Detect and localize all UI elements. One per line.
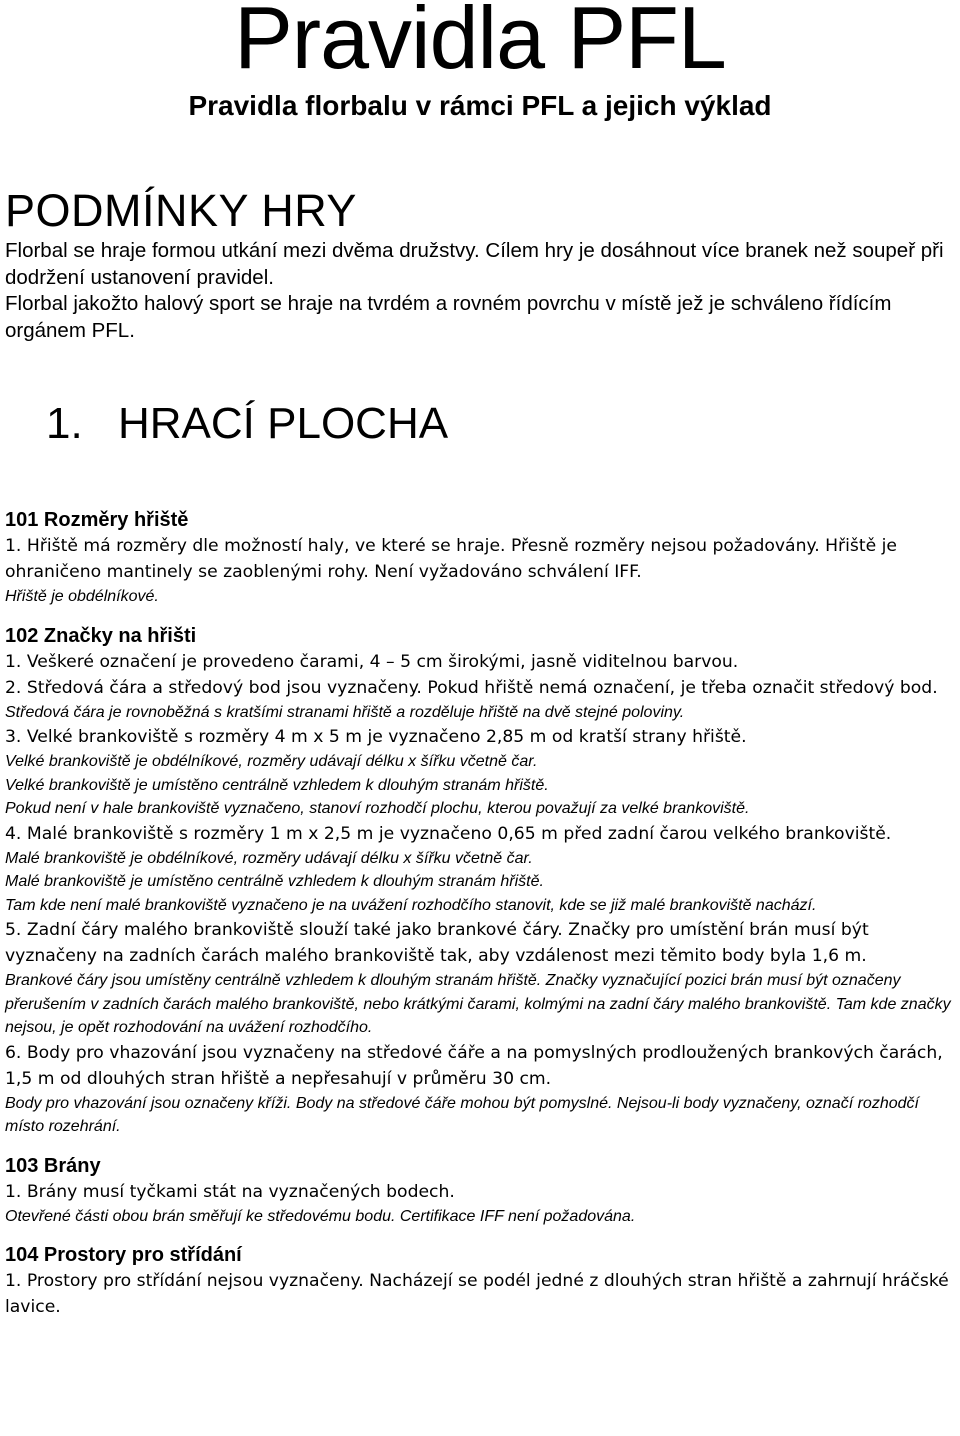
rule-note: Brankové čáry jsou umístěny centrálně vzhledem k dlouhým stranám hřiště. Značky vyznačující pozici brán musí být označeny přerušením v zadních čarách malého brankoviště, nebo krátkými čarami, kolmými na zadní čáry malého brankoviště. Tam kde značky nejsou, je opět rozhodování na uvážení rozhodčího. [5, 972, 951, 1036]
rule-note: Středová čára je rovnoběžná s kratšími stranami hřiště a rozděluje hřiště na dvě stejné poloviny. [5, 703, 685, 721]
rule-note: Otevřené části obou brán směřují ke středovému bodu. Certifikace IFF není požadována. [5, 1207, 636, 1225]
rule-note: Hřiště je obdélníkové. [5, 588, 159, 605]
rule-heading-104: 104 Prostory pro střídání [5, 1244, 242, 1266]
rule-heading-101: 101 Rozměry hřiště [5, 509, 189, 531]
document-subtitle: Pravidla florbalu v rámci PFL a jejich výklad [188, 90, 772, 121]
rule-text: 1. Brány musí tyčkami stát na vyznačených bodech. [5, 1181, 455, 1202]
intro-paragraph: Florbal se hraje formou utkání mezi dvěma družstvy. Cílem hry je dosáhnout více branek než soupeř při dodržení ustanovení pravidel. [5, 239, 944, 289]
rule-note: Velké brankoviště je obdélníkové, rozměry udávají délku x šířku včetně čar. [5, 753, 538, 770]
rule-note: Malé brankoviště je obdélníkové, rozměry udávají délku x šířku včetně čar. [5, 849, 533, 867]
rule-note: Body pro vhazování jsou označeny kříži. Body na středové čáře mohou být pomyslné. Nejsou-li body vyznačeny, označí rozhodčí místo rozehrání. [5, 1094, 919, 1135]
rule-text: 1. Prostory pro střídání nejsou vyznačeny. Nacházejí se podél jedné z dlouhých stran hřiště a zahrnují hráčské lavice. [5, 1271, 949, 1317]
chapter-heading [46, 398, 960, 450]
rule-heading-103: 103 Brány [5, 1154, 101, 1177]
rule-text: 2. Středová čára a středový bod jsou vyznačeny. Pokud hřiště nemá označení, je třeba označit středový bod. [5, 677, 938, 698]
rule-heading-102: 102 Značky na hřišti [5, 624, 197, 647]
rule-text: 1. Hřiště má rozměry dle možností haly, ve které se hraje. Přesně rozměry nejsou požadovány. Hřiště je ohraničeno mantinely se zaoblenými rohy. Není vyžadováno schválení IFF. [5, 536, 897, 582]
rule-text: 1. Veškeré označení je provedeno čarami, 4 – 5 cm širokými, jasně viditelnou barvou. [5, 651, 739, 672]
section-intro [5, 238, 960, 344]
rule-text: 3. Velké brankoviště s rozměry 4 m x 5 m je vyznačeno 2,85 m od kratší strany hřiště. [5, 727, 747, 747]
intro-paragraph: Florbal jakožto halový sport se hraje na tvrdém a rovném povrchu v místě jež je schváleno řídícím orgánem PFL. [5, 292, 892, 342]
document-title: Pravidla PFL [234, 0, 726, 87]
rule-note: Tam kde není malé brankoviště vyznačeno je na uvážení rozhodčího stanovit, kde se již malé brankoviště nachází. [5, 896, 817, 914]
rule-text: 4. Malé brankoviště s rozměry 1 m x 2,5 m je vyznačeno 0,65 m před zadní čarou velkého brankoviště. [5, 823, 892, 844]
rule-note: Pokud není v hale brankoviště vyznačeno, stanoví rozhodčí plochu, kterou považují za velké brankoviště. [5, 800, 750, 817]
chapter-title: HRACÍ PLOCHA [118, 399, 449, 448]
rule-note: Velké brankoviště je umístěno centrálně vzhledem k dlouhým stranám hřiště. [5, 776, 549, 794]
rule-text: 5. Zadní čáry malého brankoviště slouží také jako brankové čáry. Značky pro umístění brán musí být vyznačeny na zadních čarách malého brankoviště tak, aby vzdálenost mezi těmito body byla 1,6 m. [5, 920, 869, 966]
section-title: PODMÍNKY HRY [5, 185, 357, 236]
chapter-number: 1. [46, 399, 83, 448]
rule-note: Malé brankoviště je umístěno centrálně vzhledem k dlouhým stranám hřiště. [5, 873, 544, 890]
rule-text: 6. Body pro vhazování jsou vyznačeny na středové čáře a na pomyslných prodloužených brankových čarách, 1,5 m od dlouhých stran hřiště a nepřesahují v průměru 30 cm. [5, 1042, 943, 1089]
rules-content [5, 507, 957, 1320]
